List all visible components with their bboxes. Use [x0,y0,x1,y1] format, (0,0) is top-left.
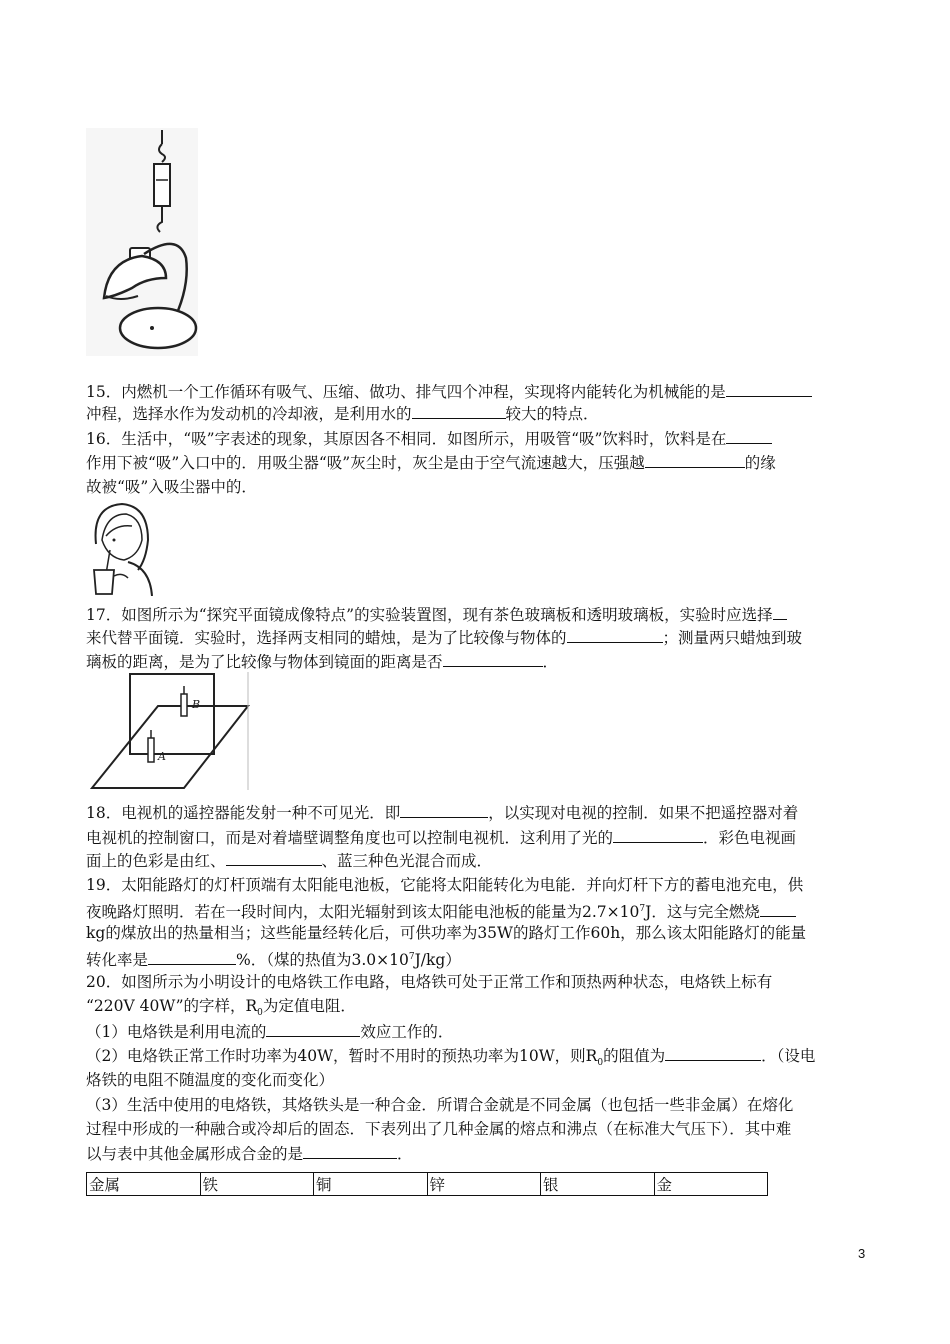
metals-table [86,1172,768,1196]
q15-line-2: 冲程，选择水作为发动机的冷却液，是利用水的 较大的特点． [86,401,866,426]
answer-blank[interactable] [645,450,745,468]
answer-blank[interactable] [726,379,812,397]
q19-line-3: kg的煤放出的热量相当；这些能量经转化后，可供功率为35W的路灯工作60h，那么该太阳能路灯的能量 [86,924,807,942]
q20-part-3-line-2: 过程中形成的一种融合或冷却后的固态．下表列出了几种金属的熔点和沸点（在标准大气压下）．其中难 [86,1120,792,1138]
answer-blank[interactable] [567,625,663,643]
answer-blank[interactable] [412,401,506,419]
q19-line-2: 夜晚路灯照明．若在一段时间内，太阳光辐射到该太阳能电池板的能量为$2.7\times 10^7J$．这与完全燃烧 [86,897,866,924]
q20-line-2: “220V 40W”的字样，$R_0$为定值电阻． [86,997,356,1019]
label-b: B [192,698,201,711]
q20-part-2-line-1: （2）电烙铁正常工作时功率为40W，暂时不用时的预热功率为10W，则$R_0$的阻值为 ．（设电 [86,1043,866,1075]
q19-line-4: 转化率是 %．（煤的热值为$3.0\times 10^7J/kg$） [86,945,866,972]
q17-line-2: 来代替平面镜．实验时，选择两支相同的蜡烛，是为了比较像与物体的 ；测量两只蜡烛到玻 [86,625,866,650]
answer-blank[interactable] [773,602,787,620]
q19-line-1: 19．太阳能路灯的灯杆顶端有太阳能电池板，它能将太阳能转化为电能．并向灯杆下方的蓄电池充电，供 [86,876,804,894]
table-cell: 金 [654,1173,768,1196]
q20-part-3-line-3: 以与表中其他金属形成合金的是 ． [86,1141,866,1166]
label-a: A [158,750,166,763]
answer-blank[interactable] [303,1141,397,1159]
answer-blank[interactable] [443,649,543,667]
table-cell: 铁 [200,1173,314,1196]
answer-blank[interactable] [148,947,236,965]
q20-part-2-line-2: 烙铁的电阻不随温度的变化而变化） [86,1071,335,1089]
table-cell: 锌 [427,1173,541,1196]
answer-blank[interactable] [665,1043,761,1061]
table-cell: 银 [541,1173,655,1196]
plane-mirror-experiment-figure [88,672,252,792]
answer-blank[interactable] [613,825,703,843]
spring-scale-lamp-figure [86,128,198,356]
table-row [87,1173,768,1196]
table-cell: 铜 [314,1173,428,1196]
q20-line-1: 20．如图所示为小明设计的电烙铁工作电路，电烙铁可处于正常工作和顶热两种状态，电烙铁上标有 [86,973,773,991]
girl-drinking-straw-figure [88,500,154,596]
q17-line-3: 璃板的距离，是为了比较像与物体到镜面的距离是否 ． [86,649,866,674]
page-number: 3 [858,1246,866,1261]
q18-line-1: 18．电视机的遥控器能发射一种不可见光．即 ，以实现对电视的控制．如果不把遥控器对着 [86,800,866,825]
q17-line-1: 17．如图所示为“探究平面镜成像特点”的实验装置图，现有茶色玻璃板和透明玻璃板，实验时应选择 [86,602,866,627]
q18-line-3: 面上的色彩是由红、 、蓝三种色光混合而成． [86,848,866,873]
answer-blank[interactable] [726,426,772,444]
answer-blank[interactable] [226,848,322,866]
q16-line-3: 故被“吸”入吸尘器中的． [86,478,257,496]
q15-line-1: 15．内燃机一个工作循环有吸气、压缩、做功、排气四个冲程，实现将内能转化为机械能的是 [86,379,866,404]
q20-part-3-line-1: （3）生活中使用的电烙铁，其烙铁头是一种合金．所谓合金就是不同金属（也包括一些非金属）在熔化 [86,1096,794,1114]
q20-part-1: （1）电烙铁是利用电流的 效应工作的． [86,1019,866,1044]
q18-line-2: 电视机的控制窗口，而是对着墙壁调整角度也可以控制电视机．这利用了光的 ．彩色电视画 [86,825,866,850]
table-cell: 金属 [87,1173,201,1196]
answer-blank[interactable] [266,1019,360,1037]
q16-line-2: 作用下被“吸”入口中的．用吸尘器“吸”灰尘时，灰尘是由于空气流速越大，压强越 的缘 [86,450,866,475]
q16-line-1: 16．生活中，“吸”字表述的现象，其原因各不相同．如图所示，用吸管“吸”饮料时，饮料是在 [86,426,866,451]
answer-blank[interactable] [400,800,488,818]
answer-blank[interactable] [760,899,796,917]
